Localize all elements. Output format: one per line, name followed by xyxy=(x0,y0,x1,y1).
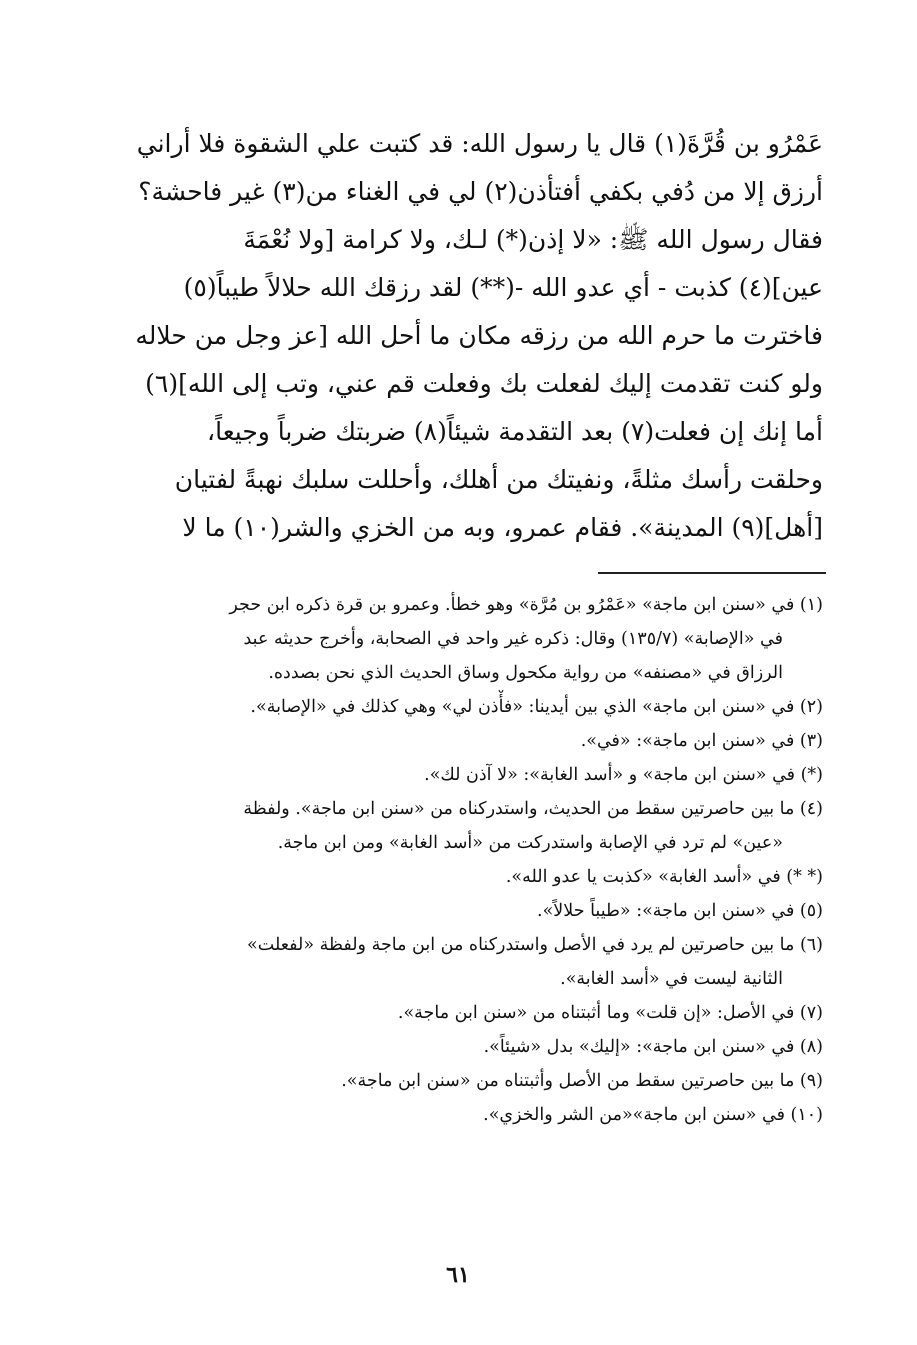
footnotes-block xyxy=(98,588,823,1132)
main-text-line: أما إنك إن فعلت(٧) بعد التقدمة شيئاً(٨) ضربتك ضرباً وجيعاً، xyxy=(207,417,823,446)
main-text-line: فقال رسول الله ﷺ: «لا إذن(*) لـك، ولا كرامة [ولا نُعْمَةَ xyxy=(243,225,823,254)
footnote-line: (٨) في «سنن ابن ماجة»: «إليك» بدل «شيئاً». xyxy=(483,1037,823,1057)
main-text-line: أرزق إلا من دُفي بكفي أفتأذن(٢) لي في الغناء من(٣) غير فاحشة؟ xyxy=(138,177,823,206)
main-text-line: عين](٤) كذبت - أي عدو الله -(**) لقد رزقك الله حلالاً طيباً(٥) xyxy=(183,273,823,302)
footnote-line: (٧) في الأصل: «إن قلت» وما أثبتناه من «سنن ابن ماجة». xyxy=(397,1003,823,1023)
main-text-line: ولو كنت تقدمت إليك لفعلت بك وفعلت قم عني، وتب إلى الله](٦) xyxy=(145,369,823,398)
main-text-line: [أهل](٩) المدينة». فقام عمرو، وبه من الخزي والشر(١٠) ما لا xyxy=(182,513,823,542)
footnote-line: (٤) ما بين حاصرتين سقط من الحديث، واستدركناه من «سنن ابن ماجة». ولفظة xyxy=(243,799,823,819)
page-number: ٦١ xyxy=(446,1262,470,1288)
footnote-line: الرزاق في «مصنفه» من رواية مكحول وساق الحديث الذي نحن بصدده. xyxy=(268,663,783,683)
footnote-line: في «الإصابة» (١٣٥/٧) وقال: ذكره غير واحد في الصحابة، وأخرج حديثه عبد xyxy=(243,629,783,649)
footnote-line: (*) في «سنن ابن ماجة» و «أسد الغابة»: «لا آذن لك». xyxy=(424,765,823,785)
footnote-line: (٦) ما بين حاصرتين لم يرد في الأصل واستدركناه من ابن ماجة ولفظة «لفعلت» xyxy=(247,935,823,955)
footnote-line: «عين» لم ترد في الإصابة واستدركت من «أسد الغابة» ومن ابن ماجة. xyxy=(277,833,783,853)
footnote-line: (٥) في «سنن ابن ماجة»: «طيباً حلالاً». xyxy=(537,901,823,921)
main-text-line: عَمْرُو بن قُرَّةَ(١) قال يا رسول الله: قد كتبت علي الشقوة فلا أراني xyxy=(136,129,823,158)
footnote-line: (١) في «سنن ابن ماجة» «عَمْرُو بن مُرَّة» وهو خطأ. وعمرو بن قرة ذكره ابن حجر xyxy=(229,595,823,615)
footnote-line: (٢) في «سنن ابن ماجة» الذي بين أيدينا: «فأْذن لي» وهي كذلك في «الإصابة». xyxy=(250,697,823,717)
main-text-line: وحلقت رأسك مثلةً، ونفيتك من أهلك، وأحللت سلبك نهبةً لفتيان xyxy=(174,465,823,494)
footnote-line: (١٠) في «سنن ابن ماجة»«من الشر والخزي». xyxy=(483,1105,823,1125)
main-text-block xyxy=(88,120,823,552)
footnote-divider xyxy=(598,572,826,574)
main-text-line: فاخترت ما حرم الله من رزقه مكان ما أحل الله [عز وجل من حلاله xyxy=(135,321,823,350)
footnote-line: (٣) في «سنن ابن ماجة»: «في». xyxy=(580,731,823,751)
footnote-line: الثانية ليست في «أسد الغابة». xyxy=(560,969,783,989)
footnote-line: (* *) في «أسد الغابة» «كذبت يا عدو الله». xyxy=(505,867,823,887)
footnote-line: (٩) ما بين حاصرتين سقط من الأصل وأثبتناه من «سنن ابن ماجة». xyxy=(341,1071,823,1091)
